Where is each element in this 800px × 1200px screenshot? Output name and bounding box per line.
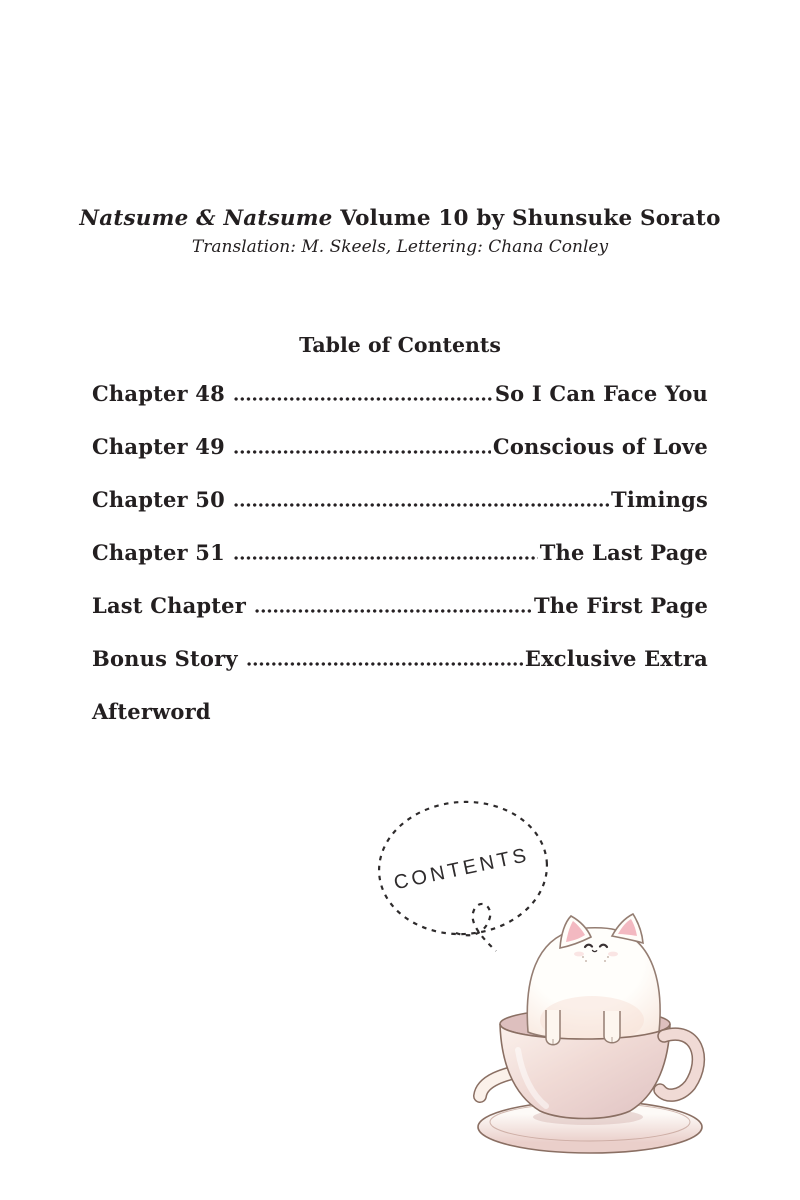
toc-entry-title: Exclusive Extra — [524, 646, 708, 671]
toc-row-afterword — [92, 698, 708, 725]
toc-label: Bonus Story — [92, 646, 238, 671]
toc-row-chapter-50 — [92, 486, 708, 513]
toc-row-chapter-51 — [92, 539, 708, 566]
toc-heading: Table of Contents — [299, 333, 501, 357]
toc-label: Last Chapter — [92, 593, 247, 618]
toc-row-bonus-story — [92, 645, 708, 672]
toc-label: Chapter 51 — [92, 540, 225, 565]
teacup — [500, 1024, 698, 1119]
book-title — [0, 205, 800, 233]
toc-entry-title: Timings — [611, 487, 708, 512]
toc-label: Chapter 50 — [92, 487, 225, 512]
toc-list — [92, 380, 708, 725]
toc-row-last-chapter — [92, 592, 708, 619]
toc-row-chapter-49 — [92, 433, 708, 460]
toc-row-chapter-48 — [92, 380, 708, 407]
book-title-series: Natsume & Natsume — [79, 206, 333, 231]
dot-leader — [233, 396, 493, 402]
cat-blush-left — [574, 952, 584, 957]
dot-leader — [233, 449, 491, 455]
cat-blush-right — [608, 952, 618, 957]
cat-in-teacup-illustration — [440, 910, 800, 1200]
dot-leader — [233, 555, 538, 561]
bubble-label: CONTENTS — [391, 844, 532, 895]
dot-leader — [246, 661, 523, 667]
toc-entry-title: Conscious of Love — [492, 434, 708, 459]
toc-entry-title: The Last Page — [539, 540, 708, 565]
toc-entry-title: The First Page — [533, 593, 708, 618]
dot-leader — [254, 608, 532, 614]
toc-label: Chapter 49 — [92, 434, 225, 459]
toc-label: Chapter 48 — [92, 381, 225, 406]
toc-label: Afterword — [92, 699, 211, 724]
page-header — [0, 0, 800, 259]
book-title-volume-author: Volume 10 by Shunsuke Sorato — [332, 206, 721, 231]
toc-entry-title: So I Can Face You — [494, 381, 708, 406]
dot-leader — [233, 502, 609, 508]
credits-line: Translation: M. Skeels, Lettering: Chana Conley — [191, 237, 609, 257]
